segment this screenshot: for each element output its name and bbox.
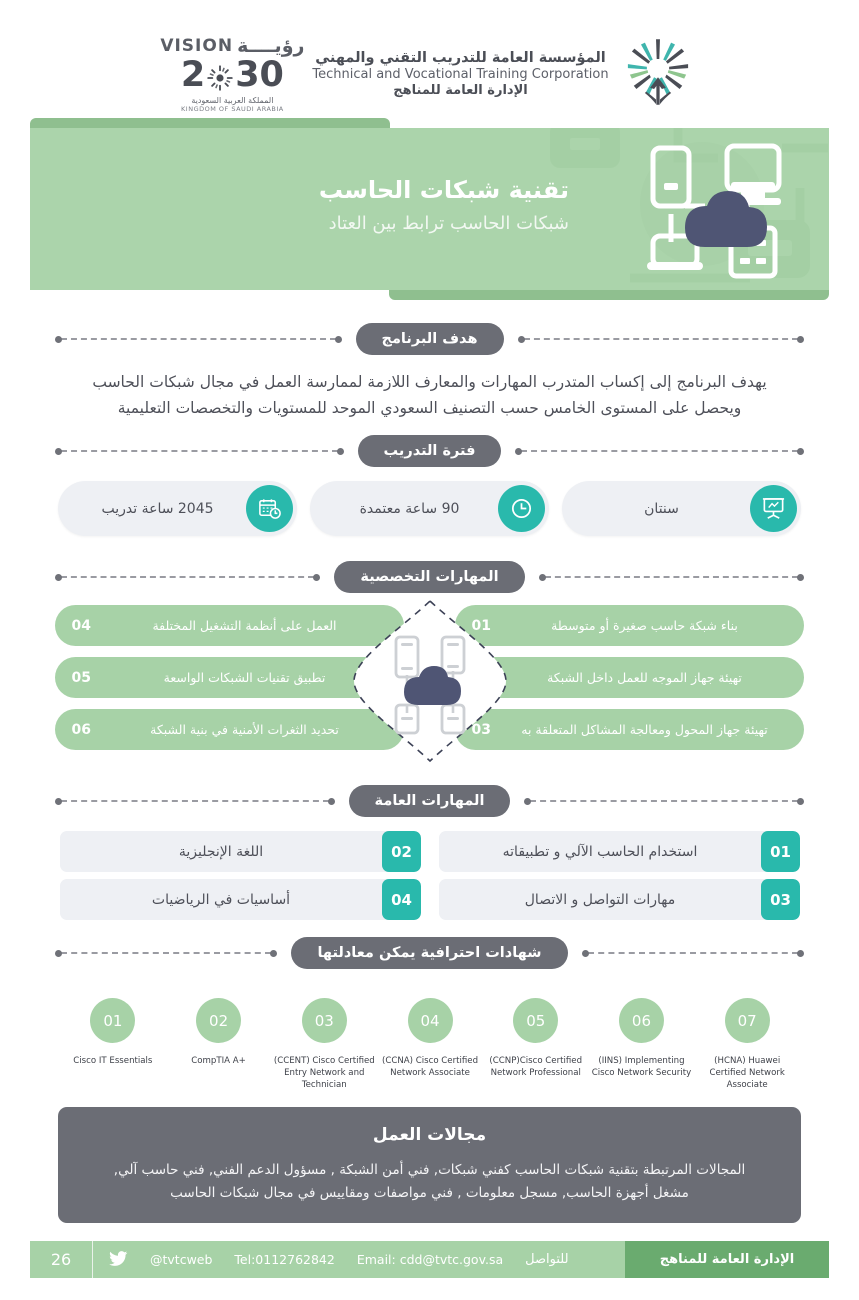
divider-right: [55, 948, 278, 958]
certificate-item: [589, 998, 695, 1092]
general-skill-item: [60, 879, 421, 920]
skill-text: مهارات التواصل و الاتصال: [524, 891, 676, 908]
work-fields-title: مجالات العمل: [372, 1125, 487, 1145]
skill-number: 04: [71, 617, 91, 634]
presentation-board-icon: [750, 485, 797, 532]
general-skills-row: [60, 831, 800, 872]
divider-right: [55, 334, 342, 344]
goal-paragraph: [60, 370, 799, 421]
certificate-name: (CCNP)Cisco Certified Network Professional: [489, 1056, 583, 1079]
vision-kingdom-en: KINGDOM OF SAUDI ARABIA: [181, 105, 284, 113]
divider-right: [55, 572, 320, 582]
duration-cards-row: [58, 481, 801, 536]
certificates-pill-label: شهادات احترافية يمكن معادلتها: [291, 937, 567, 970]
certificate-item: [166, 998, 272, 1092]
skill-number: 03: [471, 721, 491, 738]
vision-kingdom-ar: المملكة العربية السعودية: [191, 96, 274, 105]
general-skills-section-header: [55, 784, 804, 818]
duration-section-header: [55, 434, 804, 468]
certificate-item: [271, 998, 377, 1092]
skill-text: اللغة الإنجليزية: [178, 843, 264, 860]
footer-contact-bar: [92, 1241, 625, 1278]
specialized-skills-pill-label: المهارات التخصصية: [334, 561, 524, 594]
divider-left: [524, 796, 804, 806]
email-address[interactable]: Email: cdd@tvtc.gov.sa: [356, 1252, 504, 1267]
program-subtitle: شبكات الحاسب ترابط بين العتاد: [328, 213, 569, 234]
divider-right: [55, 796, 335, 806]
certificate-name: CompTIA A+: [191, 1056, 246, 1066]
org-name-ar: المؤسسة العامة للتدريب التقني والمهني: [315, 50, 606, 66]
skill-text: بناء شبكة حاسب صغيرة أو متوسطة: [551, 618, 738, 633]
divider-left: [582, 948, 805, 958]
contact-label: للتواصل: [525, 1252, 569, 1267]
page-number: 26: [30, 1241, 92, 1278]
telephone-number[interactable]: Tel:0112762842: [234, 1252, 335, 1267]
footer-department-block: الإدارة العامة للمناهج: [625, 1241, 829, 1278]
tvtc-starburst-logo-icon: [625, 38, 691, 110]
skill-text: تطبيق تقنيات الشبكات الواسعة: [163, 670, 326, 685]
top-logo-bar: [0, 28, 859, 120]
skill-text: تحديد الثغرات الأمنية في بنية الشبكة: [150, 722, 339, 737]
certificate-number: 06: [619, 998, 664, 1043]
skill-number: 05: [71, 669, 91, 686]
general-skills-grid: [60, 831, 800, 927]
divider-left: [515, 446, 804, 456]
duration-label-training-hours: 2045 ساعة تدريب: [101, 500, 214, 517]
general-skill-item: [439, 879, 800, 920]
divider-left: [518, 334, 805, 344]
skill-text: استخدام الحاسب الآلي و تطبيقاته: [502, 843, 698, 860]
certificate-number: 03: [302, 998, 347, 1043]
network-cloud-illustration-icon: [623, 136, 803, 286]
divider-right: [55, 446, 344, 456]
org-name-en: Technical and Vocational Training Corporation: [312, 67, 609, 82]
banner-top-accent-strip: [30, 118, 390, 128]
work-fields-body: [86, 1159, 773, 1205]
skill-text: أساسيات في الرياضيات: [151, 891, 291, 908]
skill-number: 01: [471, 617, 491, 634]
skill-text: تهيئة جهاز الموجه للعمل داخل الشبكة: [547, 670, 742, 685]
duration-card-training-hours: [58, 481, 297, 536]
organization-title-block: [312, 50, 608, 98]
certificate-name: Cisco IT Essentials: [73, 1056, 153, 1066]
certificate-item: [694, 998, 800, 1092]
page-footer: [30, 1241, 829, 1278]
banner-bottom-accent-strip: [389, 290, 829, 300]
general-skills-row: [60, 879, 800, 920]
goal-line-2: ويحصل على المستوى الخامس حسب التصنيف السعودي الموحد للمستويات والتخصصات التعليمية: [117, 398, 742, 417]
certificate-name: (CCENT) Cisco Certified Entry Network and Technician: [273, 1056, 375, 1091]
skill-text: تهيئة جهاز المحول ومعالجة المشاكل المتعلقة به: [521, 722, 768, 737]
work-fields-panel: [58, 1107, 801, 1223]
vision-2030-logo: [160, 35, 305, 113]
general-skill-item: [60, 831, 421, 872]
saudi-rosette-icon: [207, 63, 233, 89]
duration-pill-label: فترة التدريب: [358, 435, 502, 468]
duration-card-years: [562, 481, 801, 536]
skill-number: 01: [761, 831, 800, 872]
banner-text-block: [319, 176, 569, 234]
skill-number: 02: [382, 831, 421, 872]
work-fields-line-2: مشغل أجهزة الحاسب, مسجل معلومات , فني مواصفات ومقاييس في مجال شبكات الحاسب: [170, 1184, 689, 1201]
specialized-skills-diagram: [55, 605, 804, 760]
certificate-number: 04: [408, 998, 453, 1043]
certificate-number: 01: [90, 998, 135, 1043]
divider-left: [539, 572, 804, 582]
vision-year-left: 2: [180, 55, 206, 95]
certificates-row: [60, 998, 800, 1092]
certificate-number: 05: [513, 998, 558, 1043]
general-skill-item: [439, 831, 800, 872]
twitter-handle[interactable]: @tvtcweb: [150, 1252, 213, 1267]
duration-label-credit-hours: 90 ساعة معتمدة: [359, 500, 460, 517]
certificate-name: (HCNA) Huawei Certified Network Associate: [709, 1056, 785, 1091]
goal-pill-label: هدف البرنامج: [356, 323, 504, 356]
org-department-ar: الإدارة العامة للمناهج: [393, 83, 528, 98]
goal-section-header: [55, 322, 804, 356]
program-header-banner: [30, 118, 829, 300]
clock-icon: [498, 485, 545, 532]
calendar-clock-icon: [246, 485, 293, 532]
goal-line-1: يهدف البرنامج إلى إكساب المتدرب المهارات والمعارف اللازمة لممارسة العمل في مجال شبكات الحاسب: [92, 373, 767, 391]
certificate-name: (IINS) Implementing Cisco Network Security: [591, 1056, 692, 1079]
duration-label-years: سنتان: [644, 500, 679, 517]
certificate-name: (CCNA) Cisco Certified Network Associate: [381, 1056, 479, 1079]
general-skills-pill-label: المهارات العامة: [349, 785, 511, 818]
work-fields-line-1: المجالات المرتبطة بتقنية شبكات الحاسب كفني شبكات, فني أمن الشبكة , مسؤول الدعم الفني, فني حاسب آلي,: [113, 1162, 746, 1178]
skill-number: 04: [382, 879, 421, 920]
skill-text: العمل على أنظمة التشغيل المختلفة: [152, 618, 337, 633]
specialized-skills-section-header: [55, 560, 804, 594]
program-title: تقنية شبكات الحاسب: [318, 176, 569, 204]
center-network-diamond-illustration-icon: [346, 597, 514, 765]
duration-card-credit-hours: [310, 481, 549, 536]
vision-word-en: VISION: [160, 36, 234, 56]
certificate-item: [60, 998, 166, 1092]
skill-number: 03: [761, 879, 800, 920]
certificate-item: [377, 998, 483, 1092]
vision-wordmark: [160, 35, 305, 57]
certificate-number: 07: [725, 998, 770, 1043]
banner-body: [30, 128, 829, 290]
skill-number: 06: [71, 721, 91, 738]
certificate-item: [483, 998, 589, 1092]
certificates-section-header: [55, 936, 804, 970]
vision-word-ar: رؤيــــة: [237, 35, 305, 57]
vision-year: [168, 55, 296, 95]
certificate-number: 02: [196, 998, 241, 1043]
twitter-icon[interactable]: [109, 1249, 128, 1271]
vision-year-right: 30: [235, 55, 284, 95]
